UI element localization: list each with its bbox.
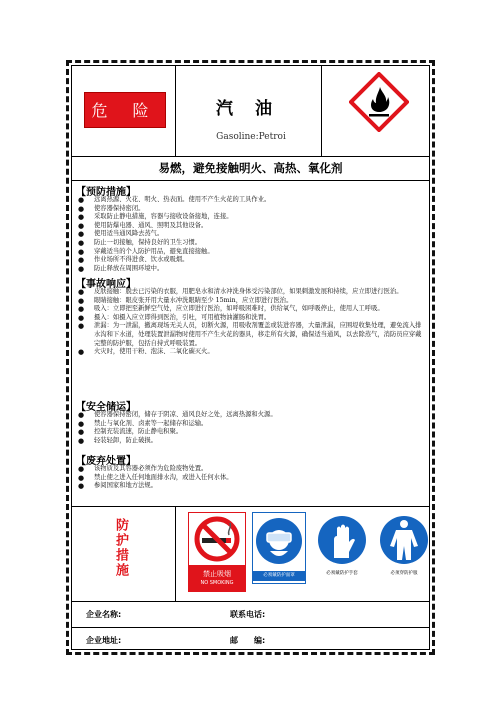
list-item: ● 参阅国家和地方法规。 bbox=[78, 482, 157, 491]
list-item: ● 控制充装流速，防止静电积聚。 bbox=[78, 428, 183, 437]
product-name-cn: 汽 油 bbox=[216, 99, 280, 119]
list-item: ● 远离热源、火花、明火、热表面。使用不产生火花的工具作业。 bbox=[78, 196, 271, 204]
gloves-sign bbox=[316, 512, 368, 582]
no-smoking-sign bbox=[188, 512, 246, 592]
list-item: ● 使容器保持密闭，储存于阴凉、通风良好之处，远离热源和火源。 bbox=[78, 411, 277, 419]
product-name-en: Gasoline:Petroi bbox=[216, 132, 286, 142]
list-item: ● 泄漏：为一泄漏，撤离现场无关人员，切断火源，用吸收剂覆盖或装进容器，大量泄漏，应围堤收集处理，避免流入排水沟和下水道，处理装置泄漏物时使用不产生火花的器具，移走所有火源，确保适当通风，以去除蒸气，消防员应穿戴完整的防护服，包括自持式呼吸装置。 bbox=[78, 322, 422, 347]
section-title-storage: 【安全储运】 bbox=[76, 402, 136, 413]
prevention-list bbox=[76, 196, 423, 273]
precaution-body bbox=[72, 180, 429, 507]
product-name-cell bbox=[175, 66, 322, 156]
sign-caption-band bbox=[189, 565, 245, 591]
contact-phone-label: 联系电话: bbox=[230, 610, 266, 619]
protective-suit-sign bbox=[378, 512, 430, 582]
section-title-response: 【事故响应】 bbox=[76, 279, 136, 290]
list-item: ● 穿戴适当的个人防护用品，避免直接接触。 bbox=[78, 247, 214, 256]
section-title-prevention: 【预防措施】 bbox=[76, 187, 136, 198]
label-header bbox=[72, 66, 429, 157]
danger-cell bbox=[72, 66, 176, 156]
list-item: ● 防止释放在周围环境中。 bbox=[78, 264, 164, 273]
face-shield-icon bbox=[253, 513, 305, 569]
postcode-label: 邮 编: bbox=[230, 636, 266, 645]
label-frame bbox=[71, 65, 430, 650]
list-item: ● 防止一切接触，保持良好的卫生习惯。 bbox=[78, 238, 202, 247]
protection-section bbox=[72, 506, 429, 602]
no-smoking-label-en: NO SMOKING bbox=[200, 580, 234, 586]
list-item: ● 禁止使之进入任何地面排水沟，或进入任何水体。 bbox=[78, 473, 233, 482]
section-title-disposal: 【废弃处置】 bbox=[76, 456, 136, 467]
response-list bbox=[76, 288, 423, 357]
list-item: ● 吸入：立即把至新鲜空气处，应立即进行医治，如呼吸困难时，供给氧气，如呼吸停止，使用人工呼吸。 bbox=[78, 305, 384, 314]
footer-row-company bbox=[72, 601, 429, 628]
flame-icon bbox=[349, 72, 409, 132]
safety-label-card bbox=[66, 60, 435, 655]
footer-row-address bbox=[72, 627, 429, 653]
disposal-list bbox=[76, 465, 423, 491]
list-item: ● 采取防止静电措施，容器与接收设备接地，连接。 bbox=[78, 213, 233, 222]
gloves-label: 必须戴防护手套 bbox=[326, 571, 358, 576]
list-item: ● 禁止与氧化剂、卤素等一起储存和运输。 bbox=[78, 419, 208, 428]
list-item: ● 该物质及其容器必须作为危险废物处置。 bbox=[78, 465, 208, 473]
protection-title-cell bbox=[72, 506, 176, 601]
no-smoking-label-cn: 禁止吸烟 bbox=[203, 570, 231, 578]
list-item: ● 轻装轻卸，防止破损。 bbox=[78, 436, 157, 445]
danger-signal-word: 危 险 bbox=[84, 92, 166, 128]
protection-title: 防护措施 bbox=[113, 518, 128, 578]
ghs-pictogram-cell bbox=[321, 66, 429, 156]
hazard-statement: 易燃，避免接触明火、高热、氧化剂 bbox=[72, 156, 429, 181]
list-item: ● 皮肤接触：脱去已污染的衣服，用肥皂水和清水冲洗身体受污染部位，如果刺激发展和持续，应立即进行医治。 bbox=[78, 288, 403, 296]
company-address-label: 企业地址: bbox=[86, 636, 122, 645]
company-name-label: 企业名称: bbox=[86, 610, 122, 619]
no-smoking-icon bbox=[189, 513, 245, 565]
list-item: ● 摄入：如摄入应立即得到医治，引吐，可用植物油灌肠和洗胃。 bbox=[78, 313, 271, 322]
list-item: ● 作业场所不得进食、饮水或吸烟。 bbox=[78, 256, 189, 265]
protective-suit-label: 必须穿防护服 bbox=[390, 571, 418, 576]
face-shield-label: 必须戴防护面罩 bbox=[253, 571, 305, 581]
list-item: ● 使容器保持密闭。 bbox=[78, 204, 145, 213]
list-item: ● 火灾时，使用干粉、泡沫、二氧化碳灭火。 bbox=[78, 348, 214, 357]
list-item: ● 眼睛接触：眼皮张开用大量水冲洗眼睛至少 15min，应立即进行医治。 bbox=[78, 296, 293, 305]
protective-suit-icon bbox=[378, 512, 430, 568]
gloves-icon bbox=[316, 512, 368, 568]
storage-list bbox=[76, 411, 423, 445]
list-item: ● 使用适当通风降去蒸气。 bbox=[78, 230, 164, 239]
face-shield-sign bbox=[252, 512, 306, 584]
list-item: ● 使用防爆电器、通风、照明及其他设备。 bbox=[78, 221, 208, 230]
